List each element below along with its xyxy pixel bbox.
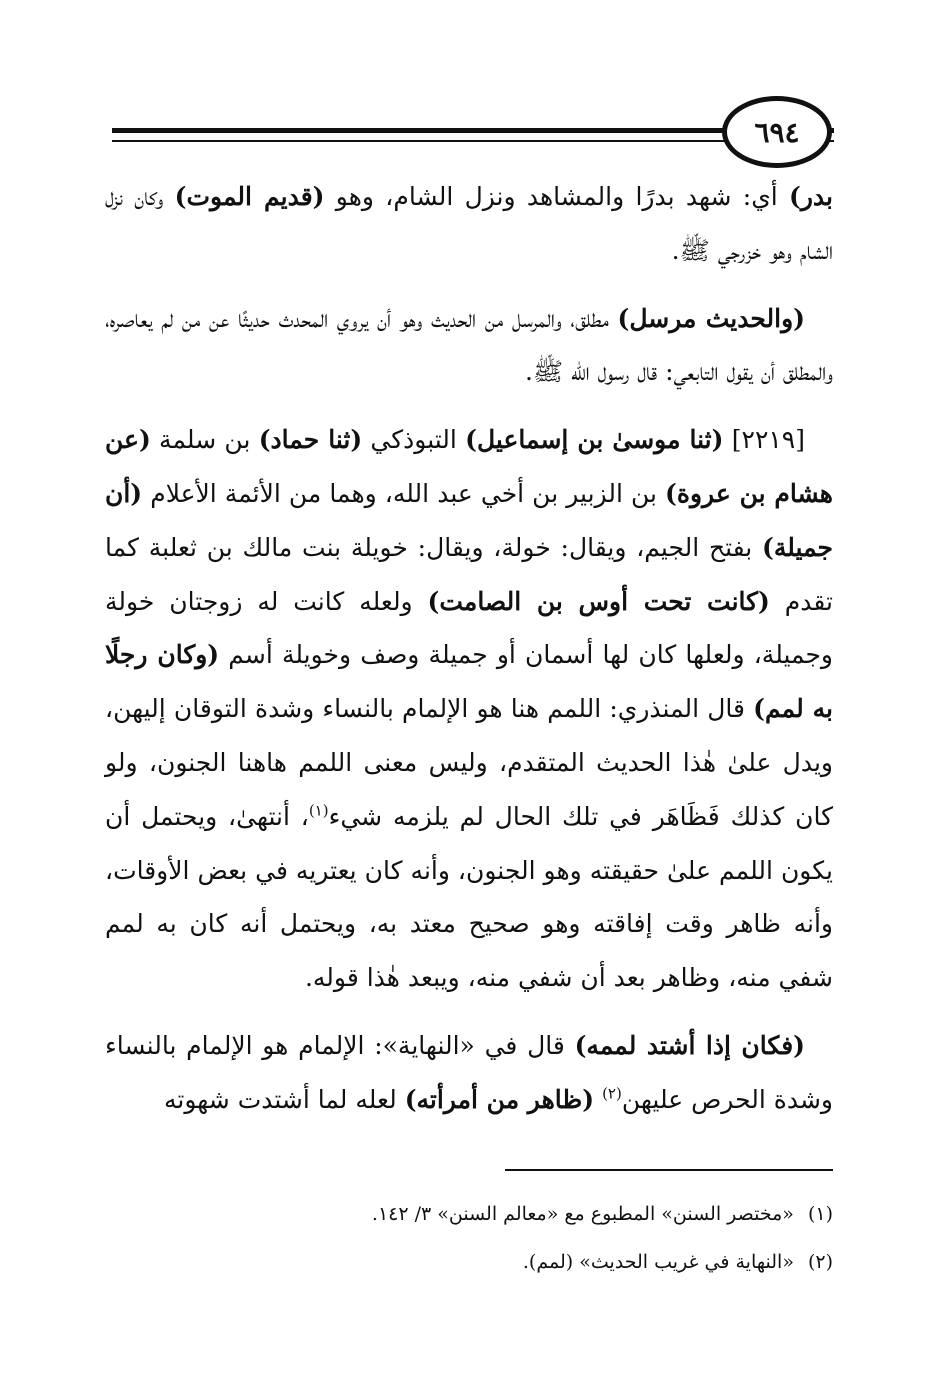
bold-quote: (فكان إذا أشتد لممه) [574, 1030, 805, 1060]
bold-quote: (ظاهر من أمرأته) [404, 1084, 595, 1114]
footnote [105, 1190, 833, 1238]
footnote-text: «النهاية في غريب الحديث» (لمم). [522, 1251, 794, 1273]
bold-quote: (ثنا موسىٰ بن إسماعيل) [465, 425, 724, 455]
bold-quote: (عن هشام بن عروة) [105, 425, 833, 508]
footnote-text: «مختصر السنن» المطبوع مع «معالم السنن» ٣/ ١٤٢. [371, 1203, 794, 1225]
text-run: ، أنتهىٰ، ويحتمل أن يكون اللمم علىٰ حقيقته وهو الجنون، وأنه كان يعتريه في بعض الأوقات، وأنه ظاهر وقت إفاقته وهو صحيح معتد به، ويحتمل أنه كان به لمم شفي منه، وظاهر بعد أن شفي منه، ويبعد هٰذا قوله. [105, 801, 833, 993]
text-run: قال في «النهاية»: الإلمام هو الإلمام بالنساء وشدة الحرص عليهن [105, 1030, 833, 1114]
footnote-reference: (١) [308, 801, 329, 820]
bold-quote: (كانت تحت أوس بن الصامت) [427, 586, 770, 616]
bold-quote: (ثنا حماد) [258, 425, 363, 455]
page-header [0, 0, 947, 160]
text-run: بن الزبير بن أخي عبد الله، وهما من الأئمة الأعلام [142, 478, 666, 508]
text-run: لعله لما أشتدت شهوته [164, 1084, 405, 1114]
text-run: وكان نزل الشام وهو خزرجي ﷺ. [105, 182, 833, 265]
paragraph [105, 413, 833, 1005]
text-run: أي: شهد بدرًا والمشاهد ونزل الشام، وهو [324, 182, 789, 211]
text-run: [٢٢١٩] [723, 425, 805, 455]
footnote [105, 1238, 833, 1286]
page-number: ٦٩٤ [754, 115, 800, 149]
body-text [105, 170, 833, 1127]
bold-quote: (والحديث مرسل) [617, 303, 805, 333]
footnote-number: (٢) [807, 1251, 833, 1273]
text-run: ولعله كانت له زوجتان خولة وجميلة، ولعلها كان لها أسمان أو جميلة وصف وخويلة أسم [105, 586, 833, 670]
text-run: بن سلمة [150, 425, 259, 455]
text-run: قال المنذري: اللمم هنا هو الإلمام بالنساء وشدة التوقان إليهن، ويدل علىٰ هٰذا الحديث المتقدم، وليس معنى اللمم هاهنا الجنون، ولو كان كذلك فَظَاهَر في تلك الحال لم يلزمه شيء [105, 694, 833, 831]
text-run: بفتح الجيم، ويقال: خولة، ويقال: خويلة بنت مالك بن ثعلبة كما تقدم [105, 532, 833, 616]
bold-quote: (أن جميلة) [105, 478, 833, 562]
bold-quote: (قديم الموت) [174, 182, 325, 211]
bold-quote: بدر) [789, 182, 833, 211]
paragraph [105, 292, 833, 400]
text-run [594, 1085, 602, 1114]
paragraph [105, 1019, 833, 1127]
page-number-badge [722, 96, 832, 168]
text-run: مطلق، والمرسل من الحديث وهو أن يروي المحدث حديثًا عن من لم يعاصره، والمطلق أن يقول التابعي: قال رسول الله ﷺ. [105, 303, 833, 387]
text-run: التبوذكي [362, 425, 466, 455]
bold-quote: (وكان رجلًا به لمم) [105, 640, 833, 724]
footnotes [105, 1190, 833, 1286]
footnote-separator [505, 1169, 833, 1171]
footnote-reference: (٢) [602, 1084, 622, 1103]
footnote-number: (١) [807, 1203, 833, 1225]
paragraph [105, 170, 833, 278]
